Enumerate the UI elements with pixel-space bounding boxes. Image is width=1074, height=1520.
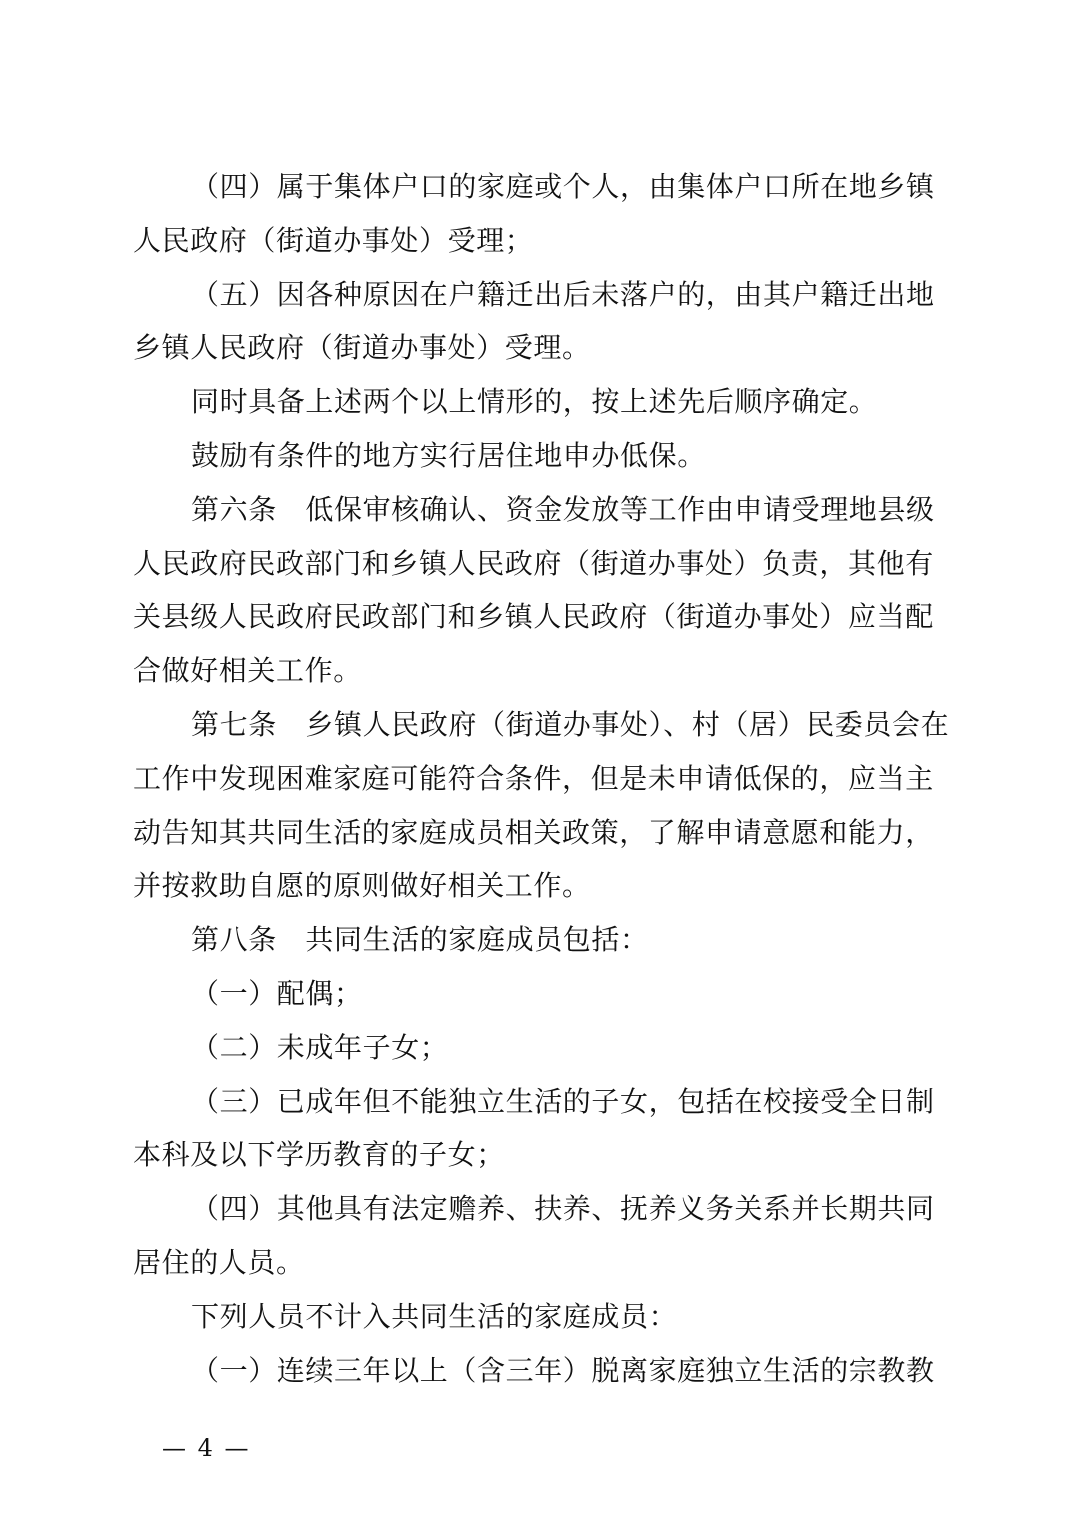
- line-4: 乡镇人民政府（街道办事处）受理。: [133, 331, 591, 365]
- line-3: （五）因各种原因在户籍迁出后未落户的，由其户籍迁出地: [191, 277, 935, 311]
- line-2: 人民政府（街道办事处）受理；: [133, 223, 534, 257]
- line-22: 下列人员不计入共同生活的家庭成员：: [191, 1299, 678, 1333]
- document-body: [133, 160, 950, 1397]
- line-5: 同时具备上述两个以上情形的，按上述先后顺序确定。: [191, 385, 878, 419]
- line-11: 第七条 乡镇人民政府（街道办事处）、村（居）民委员会在: [191, 707, 950, 741]
- line-15: 第八条 共同生活的家庭成员包括：: [191, 923, 649, 957]
- line-17: （二）未成年子女；: [191, 1030, 449, 1064]
- line-23: （一）连续三年以上（含三年）脱离家庭独立生活的宗教教: [191, 1353, 935, 1387]
- line-10: 合做好相关工作。: [133, 654, 362, 688]
- line-16: （一）配偶；: [191, 976, 363, 1010]
- line-6: 鼓励有条件的地方实行居住地申办低保。: [191, 438, 706, 472]
- line-14: 并按救助自愿的原则做好相关工作。: [133, 869, 591, 903]
- line-8: 人民政府民政部门和乡镇人民政府（街道办事处）负责，其他有: [133, 546, 934, 580]
- line-7: 第六条 低保审核确认、资金发放等工作由申请受理地县级: [191, 492, 935, 526]
- line-9: 关县级人民政府民政部门和乡镇人民政府（街道办事处）应当配: [133, 600, 934, 634]
- page-number: — 4 —: [162, 1434, 251, 1462]
- line-19: 本科及以下学历教育的子女；: [133, 1138, 505, 1172]
- line-1: （四）属于集体户口的家庭或个人，由集体户口所在地乡镇: [191, 170, 935, 203]
- line-13: 动告知其共同生活的家庭成员相关政策，了解申请意愿和能力，: [133, 815, 934, 849]
- line-18: （三）已成年但不能独立生活的子女，包括在校接受全日制: [191, 1084, 935, 1118]
- line-20: （四）其他具有法定赡养、扶养、抚养义务关系并长期共同: [191, 1192, 935, 1226]
- line-21: 居住的人员。: [133, 1245, 305, 1279]
- line-12: 工作中发现困难家庭可能符合条件，但是未申请低保的，应当主: [133, 761, 934, 795]
